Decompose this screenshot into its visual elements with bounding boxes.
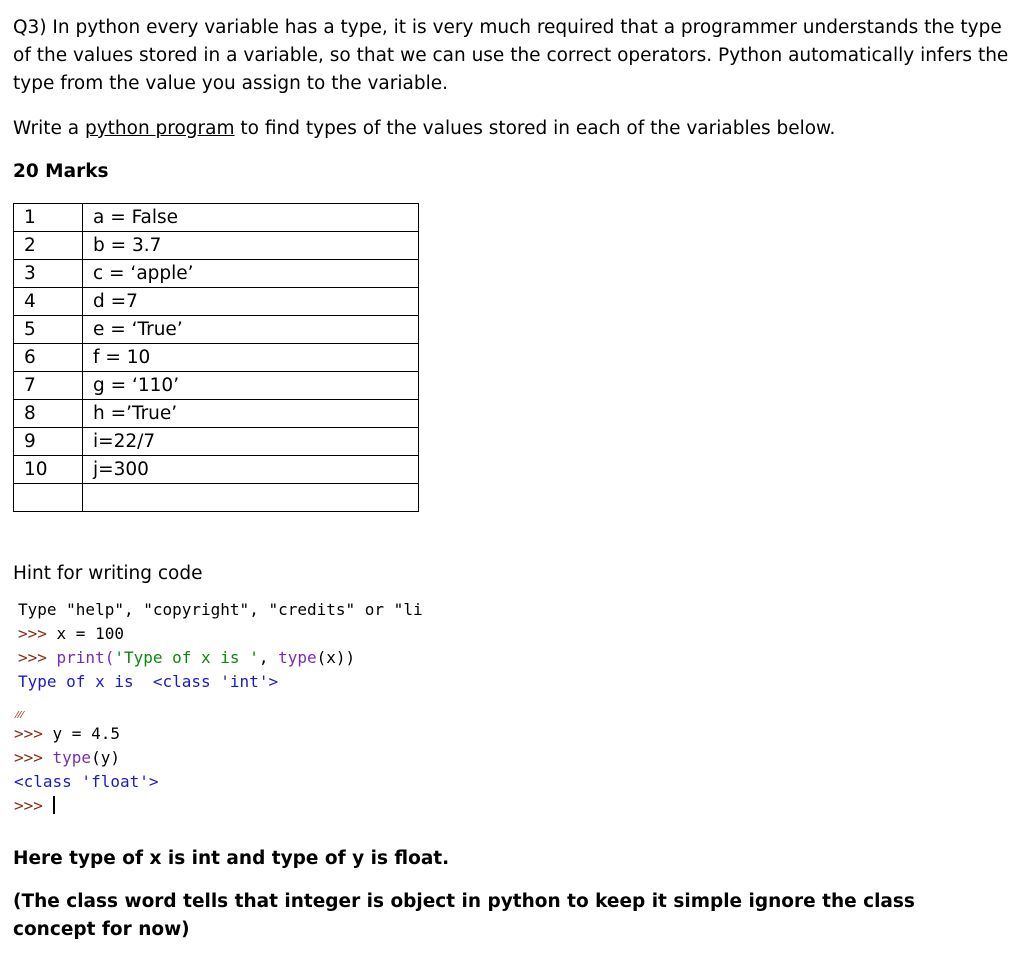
row-number: 7 [14, 372, 83, 400]
shell-output: Type of x is <class 'int'> [18, 672, 279, 691]
shell-separator: , [258, 648, 279, 667]
shell-type-keyword: type [52, 748, 92, 767]
shell-prompt: >>> [14, 748, 53, 767]
hint-title: Hint for writing code [13, 563, 203, 584]
table-row [14, 260, 419, 288]
variable-assignment: g = ‘110’ [83, 372, 419, 400]
table-row [14, 204, 419, 232]
row-number: 3 [14, 260, 83, 288]
row-number: 5 [14, 316, 83, 344]
shell-snippet-1 [18, 598, 423, 694]
table-row [14, 344, 419, 372]
variables-table [13, 203, 419, 512]
shell-prompt: >>> [18, 648, 57, 667]
row-number: 8 [14, 400, 83, 428]
variable-assignment: f = 10 [83, 344, 419, 372]
row-number [14, 484, 83, 512]
table-row [14, 484, 419, 512]
task-text-before: Write a [13, 118, 85, 139]
table-row [14, 428, 419, 456]
row-number: 9 [14, 428, 83, 456]
table-row [14, 400, 419, 428]
variable-assignment: c = ‘apple’ [83, 260, 419, 288]
marks-label: 20 Marks [13, 161, 109, 182]
shell-code-end: (x)) [316, 648, 356, 667]
separator-dots: ⁄⁄⁄ [16, 710, 25, 721]
shell-code: x = 100 [56, 624, 124, 643]
question-task [13, 115, 835, 143]
variable-assignment: d =7 [83, 288, 419, 316]
table-row [14, 316, 419, 344]
task-text-after: to find types of the values stored in each of the variables below. [234, 118, 836, 139]
shell-code-end: (y) [91, 748, 120, 767]
row-number: 4 [14, 288, 83, 316]
note-text: (The class word tells that integer is object in python to keep it simple ignore the class concept for now) [13, 891, 915, 940]
variable-assignment: b = 3.7 [83, 232, 419, 260]
variable-assignment: j=300 [83, 456, 419, 484]
row-number: 6 [14, 344, 83, 372]
row-number: 10 [14, 456, 83, 484]
row-number: 2 [14, 232, 83, 260]
shell-code: y = 4.5 [52, 724, 120, 743]
text-cursor[interactable] [53, 796, 55, 814]
shell-prompt: >>> [18, 624, 57, 643]
shell-banner: Type "help", "copyright", "credits" or "li [18, 600, 423, 619]
result-text: Here type of x is int and type of y is float. [13, 848, 450, 869]
shell-print-keyword: print( [56, 648, 115, 667]
table-row [14, 372, 419, 400]
row-number: 1 [14, 204, 83, 232]
variable-assignment [83, 484, 419, 512]
table-row [14, 456, 419, 484]
shell-snippet-2 [14, 722, 159, 818]
table-row [14, 232, 419, 260]
table-row [14, 288, 419, 316]
variable-assignment: i=22/7 [83, 428, 419, 456]
variable-assignment: h =’True’ [83, 400, 419, 428]
shell-prompt: >>> [14, 724, 53, 743]
shell-prompt: >>> [14, 796, 53, 815]
shell-type-keyword: type [278, 648, 317, 667]
variable-assignment: e = ‘True’ [83, 316, 419, 344]
shell-string: 'Type of x is ' [114, 648, 259, 667]
question-intro: Q3) In python every variable has a type, it is very much required that a programmer understands the type of the values stored in a variable, so that we can use the correct operators. Python automatically infers the type from the value you assign to the variable. [13, 17, 1009, 94]
python-program-link[interactable]: python program [84, 118, 235, 139]
variable-assignment: a = False [83, 204, 419, 232]
shell-output: <class 'float'> [14, 772, 159, 791]
